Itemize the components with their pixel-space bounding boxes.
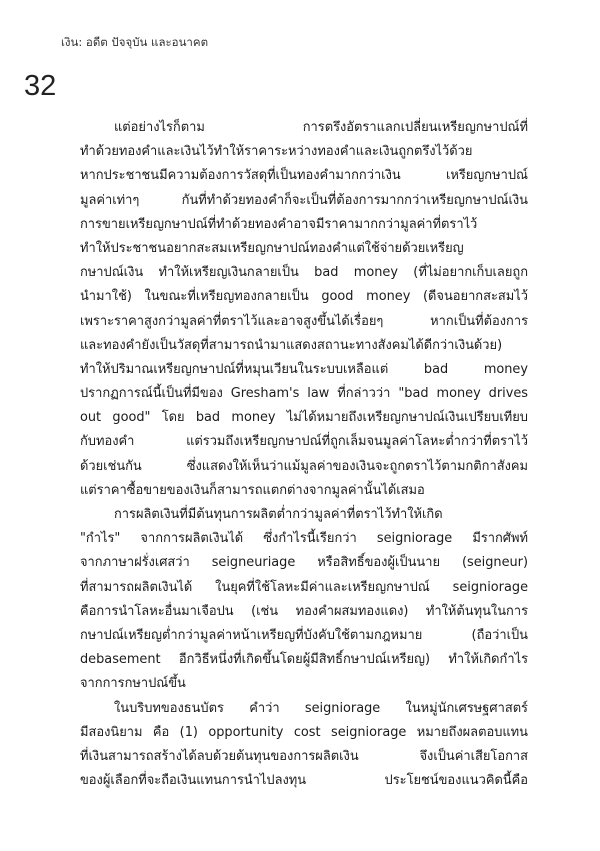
- text-line: คือการนำโลหะอื่นมาเจือปน (เช่น ทองคำผสมทองแดง) ทำให้ต้นทุนในการ: [80, 603, 528, 619]
- paragraph: [80, 697, 528, 794]
- text-line: จากการกษาปณ์ขึ้น: [80, 676, 186, 692]
- text-line: ที่สามารถผลิตเงินได้ ในยุคที่ใช้โลหะมีค่าและเหรียญกษาปณ์ seigniorage: [80, 579, 528, 595]
- text-line: นำมาใช้) ในขณะที่เหรียญทองกลายเป็น good money (ดีจนอยากสะสมไว้: [80, 289, 528, 305]
- text-line: หากประชาชนมีความต้องการวัสดุที่เป็นทองคำมากกว่าเงิน เหรียญกษาปณ์: [80, 168, 528, 184]
- body-text: [80, 116, 528, 793]
- text-line: แต่ราคาซื้อขายของเงินก็สามารถแตกต่างจากมูลค่านั้นได้เสมอ: [80, 482, 425, 498]
- text-line: การผลิตเงินที่มีต้นทุนการผลิตต่ำกว่ามูลค่าที่ตราไว้ทำให้เกิด: [114, 507, 443, 522]
- text-line: มูลค่าเท่าๆ กันที่ทำด้วยทองคำก็จะเป็นที่ต้องการมากกว่าเหรียญกษาปณ์เงิน: [80, 192, 528, 208]
- paragraph: [80, 503, 528, 697]
- text-line: ในบริบทของธนบัตร คำว่า seigniorage ในหมู่นักเศรษฐศาสตร์: [114, 700, 528, 716]
- text-line: out good" โดย bad money ไม่ได้หมายถึงเหรียญกษาปณ์เงินเปรียบเทียบ: [80, 410, 528, 426]
- text-line: "กำไร" จากการผลิตเงินได้ ซึ่งกำไรนี้เรียกว่า seigniorage มีรากศัพท์: [80, 531, 528, 547]
- text-line: ทำด้วยทองคำและเงินไว้ทำให้ราคาระหว่างทองคำและเงินถูกตรึงไว้ด้วย: [80, 144, 473, 160]
- text-line: ของผู้เลือกที่จะถือเงินแทนการนำไปลงทุน ประโยชน์ของแนวคิดนี้คือ: [80, 773, 528, 789]
- text-line: และทองคำยังเป็นวัสดุที่สามารถนำมาแสดงสถานะทางสังคมได้ดีกว่าเงินด้วย): [80, 337, 503, 353]
- running-header: เงิน: อดีต ปัจจุบัน และอนาคต: [61, 35, 209, 49]
- text-line: เพราะราคาสูงกว่ามูลค่าที่ตราไว้และอาจสูงขึ้นได้เรื่อยๆ หากเป็นที่ต้องการ: [80, 313, 528, 329]
- page-number: 32: [24, 70, 57, 102]
- text-line: ทำให้ปริมาณเหรียญกษาปณ์ที่หมุนเวียนในระบบเหลือแต่ bad money: [80, 361, 528, 377]
- text-line: ทำให้ประชาชนอยากสะสมเหรียญกษาปณ์ทองคำแต่ใช้จ่ายด้วยเหรียญ: [80, 240, 464, 256]
- text-line: กษาปณ์เหรียญต่ำกว่ามูลค่าหน้าเหรียญที่บังคับใช้ตามกฎหมาย (ถือว่าเป็น: [80, 627, 528, 643]
- text-line: จากภาษาฝรั่งเศสว่า seigneuriage หรือสิทธิ์ของผู้เป็นนาย (seigneur): [80, 555, 528, 571]
- text-line: แต่อย่างไรก็ตาม การตรึงอัตราแลกเปลี่ยนเหรียญกษาปณ์ที่: [114, 120, 528, 135]
- text-line: กับทองคำ แต่รวมถึงเหรียญกษาปณ์ที่ถูกเล็มจนมูลค่าโลหะต่ำกว่าที่ตราไว้: [80, 434, 528, 450]
- text-line: ปรากฏการณ์นี้เป็นที่มีของ Gresham's law ที่กล่าวว่า "bad money drives: [80, 386, 528, 402]
- text-line: ที่เงินสามารถสร้างได้ลบด้วยต้นทุนของการผลิตเงิน จึงเป็นค่าเสียโอกาส: [80, 748, 528, 764]
- text-line: มีสองนิยาม คือ (1) opportunity cost seigniorage หมายถึงผลตอบแทน: [80, 724, 528, 740]
- paragraph: [80, 116, 528, 503]
- text-line: debasement อีกวิธีหนึ่งที่เกิดขึ้นโดยผู้มีสิทธิ์กษาปณ์เหรียญ) ทำให้เกิดกำไร: [80, 652, 528, 668]
- text-line: การขายเหรียญกษาปณ์ที่ทำด้วยทองคำอาจมีราคามากกว่ามูลค่าที่ตราไว้: [80, 216, 478, 232]
- text-line: ด้วยเช่นกัน ซึ่งแสดงให้เห็นว่าแม้มูลค่าของเงินจะถูกตราไว้ตามกติกาสังคม: [80, 458, 528, 474]
- text-line: กษาปณ์เงิน ทำให้เหรียญเงินกลายเป็น bad money (ที่ไม่อยากเก็บเลยถูก: [80, 265, 528, 281]
